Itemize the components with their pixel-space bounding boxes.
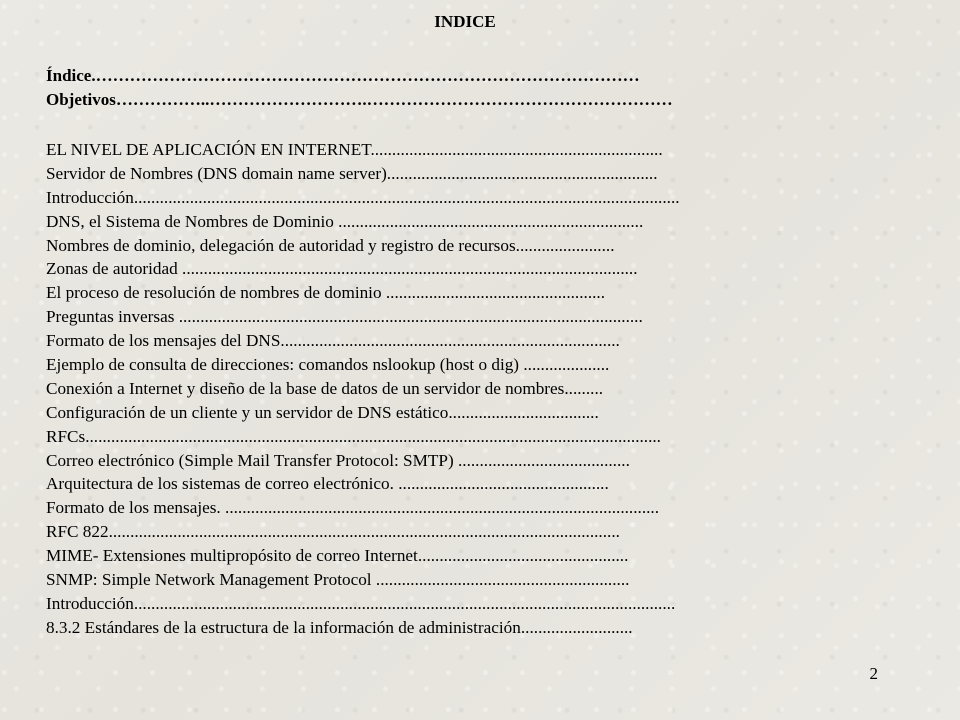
toc-leader-dots: ....................... (515, 235, 615, 255)
toc-entry-label: Conexión a Internet y diseño de la base de datos de un servidor de nombres (46, 378, 565, 398)
toc-entry-label: El proceso de resolución de nombres de dominio (46, 283, 386, 303)
toc-entry-label: DNS, el Sistema de Nombres de Dominio (46, 211, 339, 231)
toc-leader-dots: ....................................................................... (338, 211, 644, 231)
toc-leader-dots: ..................................................................................................... (225, 498, 659, 518)
toc-leader-dots: ............................................................................... (280, 331, 620, 351)
toc-leader-dots: ................................................... (385, 283, 605, 303)
toc-leader-dots: ............................................................................................................ (178, 307, 643, 327)
toc-entry-label: RFC 822 (46, 522, 109, 542)
toc-entry-label: Formato de los mensajes del DNS (46, 331, 281, 351)
toc-entry-label: Índice. (46, 66, 96, 85)
toc-leader-dots: ................................... (448, 402, 599, 422)
toc-entry[interactable] (46, 472, 926, 496)
toc-entry-label: Introducción (46, 187, 134, 207)
toc-entry-label: EL NIVEL DE APLICACIÓN EN INTERNET (46, 140, 371, 159)
toc-entry[interactable] (46, 234, 926, 258)
toc-entry-label: Zonas de autoridad (46, 259, 183, 279)
bold-toc-section (46, 64, 926, 112)
toc-entry-label: Ejemplo de consulta de direcciones: comandos nslookup (host o dig) (46, 355, 524, 375)
toc-leader-dots: ......... (564, 378, 604, 398)
toc-entry-label: SNMP: Simple Network Management Protocol (46, 570, 376, 590)
toc-leader-dots: ……………..……………………….……………………………………………… (115, 90, 673, 109)
toc-entry[interactable] (46, 329, 926, 353)
toc-entry[interactable] (46, 353, 926, 377)
toc-entry[interactable] (46, 305, 926, 329)
toc-leader-dots: ........................................................... (375, 570, 630, 590)
toc-entry-label: RFCs (46, 426, 86, 446)
toc-entry[interactable] (46, 401, 926, 425)
toc-leader-dots: .................... (523, 355, 610, 375)
toc-entry[interactable] (46, 186, 926, 210)
toc-entry[interactable] (46, 592, 926, 616)
toc-leader-dots: ............................................................................................................................... (133, 187, 680, 207)
page-title: INDICE (434, 12, 496, 31)
toc-entry-label: MIME- Extensiones multipropósito de correo Internet (46, 546, 418, 566)
toc-list (46, 138, 926, 640)
toc-entry-label: Arquitectura de los sistemas de correo electrónico. (46, 474, 399, 494)
toc-entry-label: Formato de los mensajes. (46, 498, 226, 518)
toc-leader-dots: ........................................ (457, 450, 630, 470)
toc-entry-objetivos[interactable] (46, 88, 926, 112)
page-number: 2 (869, 664, 878, 683)
toc-entry[interactable] (46, 425, 926, 449)
toc-entry-label: 8.3.2 Estándares de la estructura de la información de administración (46, 617, 521, 637)
toc-entry[interactable] (46, 377, 926, 401)
toc-entry[interactable] (46, 257, 926, 281)
toc-entry-label: Introducción (46, 593, 134, 613)
toc-entry[interactable] (46, 281, 926, 305)
toc-entry[interactable] (46, 162, 926, 186)
toc-leader-dots: .................................................................... (370, 140, 663, 159)
toc-leader-dots: ............................................................... (386, 163, 658, 183)
toc-entry-label: Configuración de un cliente y un servidor de DNS estático (46, 402, 449, 422)
toc-leader-dots: ...................................................................................................................................... (85, 426, 661, 446)
toc-entry[interactable] (46, 449, 926, 473)
toc-entry[interactable] (46, 616, 926, 640)
toc-entry-label: Objetivos (46, 90, 116, 109)
toc-entry[interactable] (46, 138, 926, 162)
toc-entry[interactable] (46, 520, 926, 544)
toc-entry-label: Servidor de Nombres (DNS domain name server) (46, 163, 387, 183)
toc-leader-dots: ....................................................................................................................... (108, 522, 620, 542)
toc-leader-dots: .......................... (520, 617, 633, 637)
toc-leader-dots: ................................................. (417, 546, 629, 566)
toc-entry[interactable] (46, 544, 926, 568)
toc-entry-label: Preguntas inversas (46, 307, 179, 327)
toc-entry-label: Nombres de dominio, delegación de autoridad y registro de recursos (46, 235, 516, 255)
toc-leader-dots: .......................................................................................................... (182, 259, 638, 279)
toc-entry[interactable] (46, 568, 926, 592)
toc-leader-dots: …………………………………………………………………………………… (95, 66, 640, 85)
toc-entry[interactable] (46, 496, 926, 520)
toc-entry-indice[interactable] (46, 64, 926, 88)
toc-entry-label: Correo electrónico (Simple Mail Transfer Protocol: SMTP) (46, 450, 458, 470)
toc-leader-dots: .............................................................................................................................. (133, 593, 676, 613)
toc-leader-dots: ................................................. (398, 474, 609, 494)
toc-entry[interactable] (46, 210, 926, 234)
